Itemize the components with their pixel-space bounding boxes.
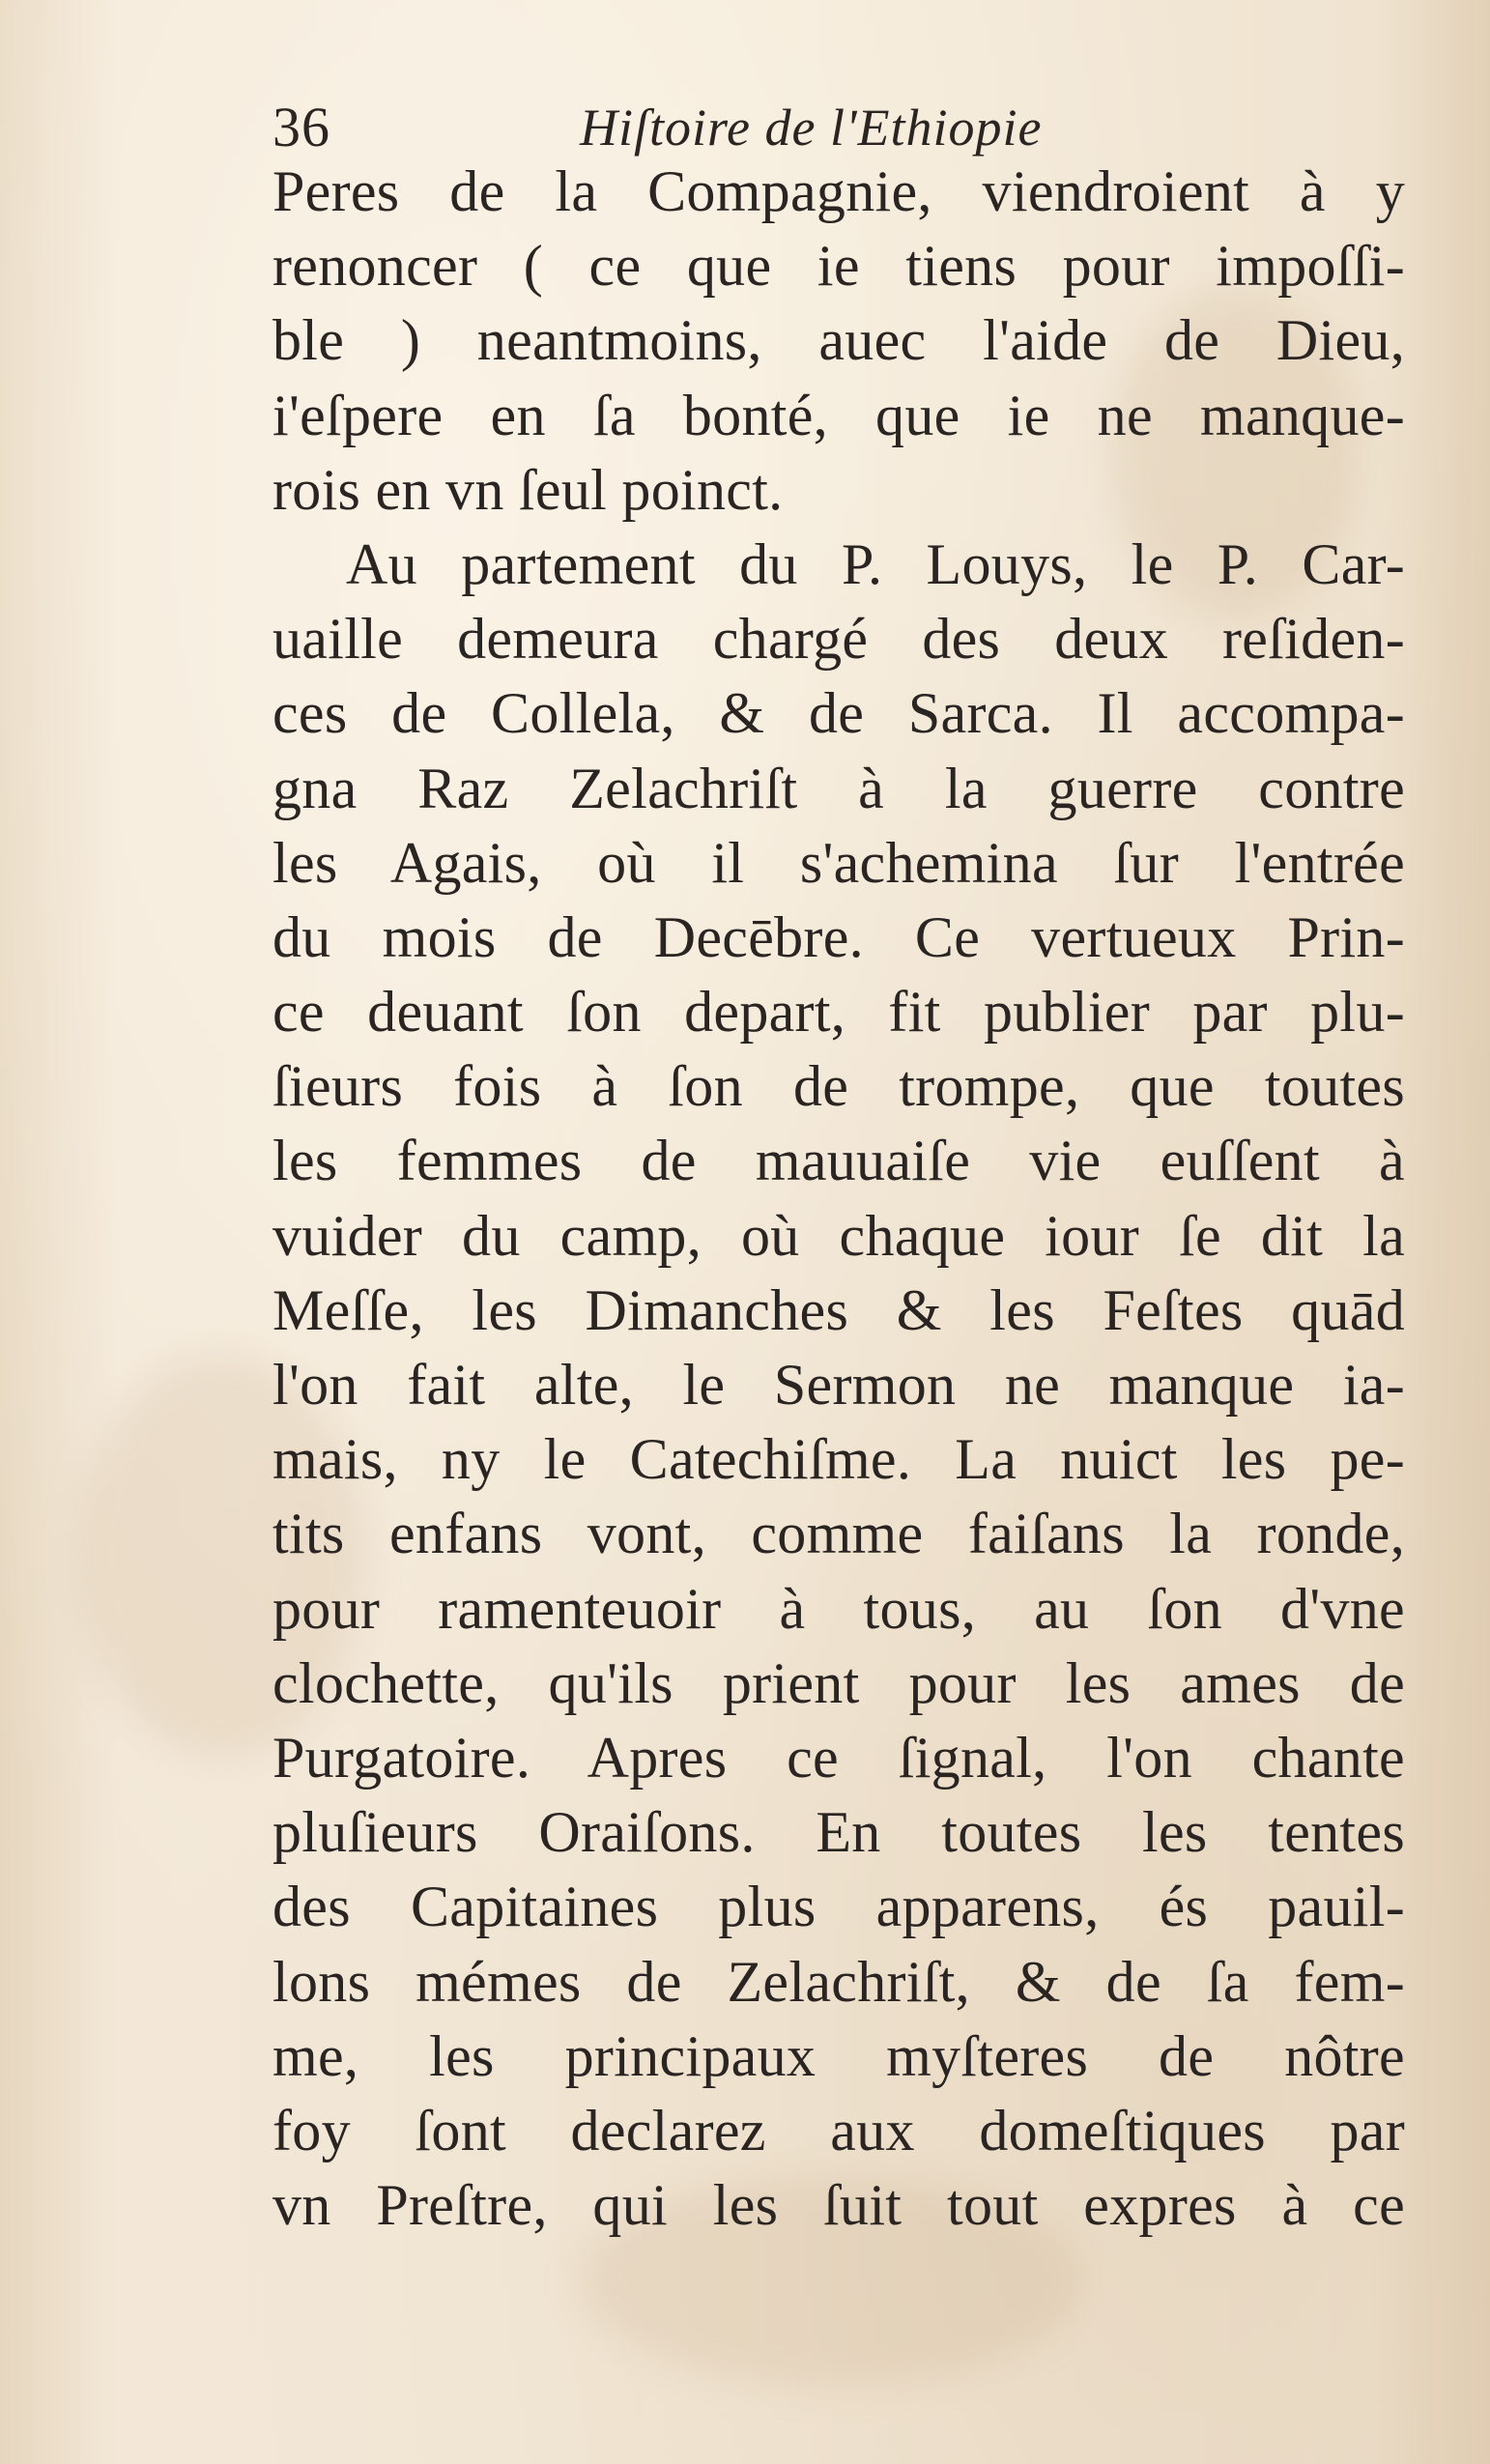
- text-line: gna Raz Zelachriſt à la guerre contre: [272, 756, 1405, 820]
- text-line: tits enfans vont, comme faiſans la ronde,: [272, 1502, 1405, 1566]
- text-line: pluſieurs Oraiſons. En toutes les tentes: [272, 1800, 1405, 1865]
- running-title: Hiſtoire de l'Ethiopie: [580, 99, 1043, 157]
- text-line: ces de Collela, & de Sarca. Il accompa-: [272, 681, 1405, 746]
- text-line: lons mémes de Zelachriſt, & de ſa fem-: [272, 1949, 1405, 2014]
- text-line: me, les principaux myſteres de nôtre: [272, 2023, 1405, 2088]
- text-line: l'on fait alte, le Sermon ne manque ia-: [272, 1353, 1405, 1417]
- text-line: ce deuant ſon depart, fit publier par plu-: [272, 980, 1405, 1045]
- text-line: ble ) neantmoins, auec l'aide de Dieu,: [272, 308, 1405, 373]
- text-line: Meſſe, les Dimanches & les Feſtes quād: [272, 1277, 1405, 1342]
- text-line: clochette, qu'ils prient pour les ames de: [272, 1650, 1405, 1715]
- text-line: du mois de Decēbre. Ce vertueux Prin-: [272, 904, 1405, 969]
- text-line: des Capitaines plus apparens, és pauil-: [272, 1875, 1405, 1939]
- text-line: foy ſont declarez aux domeſtiques par: [272, 2098, 1405, 2163]
- text-line: pour ramenteuoir à tous, au ſon d'vne: [272, 1576, 1405, 1641]
- text-line: Au partement du P. Louys, le P. Car-: [346, 531, 1405, 596]
- text-line: Peres de la Compagnie, viendroient à y: [272, 159, 1405, 223]
- text-line: i'eſpere en ſa bonté, que ie ne manque-: [272, 383, 1405, 447]
- text-line: mais, ny le Catechiſme. La nuict les pe-: [272, 1427, 1405, 1492]
- text-line: les femmes de mauuaiſe vie euſſent à: [272, 1129, 1405, 1193]
- body-text: [272, 155, 1405, 2243]
- text-line: ſieurs fois à ſon de trompe, que toutes: [272, 1054, 1405, 1119]
- page-number: 36: [272, 96, 330, 158]
- text-line: vuider du camp, où chaque iour ſe dit la: [272, 1203, 1405, 1268]
- text-line: les Agais, où il s'achemina ſur l'entrée: [272, 830, 1405, 895]
- text-line: vn Preſtre, qui les ſuit tout expres à ce: [272, 2173, 1405, 2238]
- text-line: renoncer ( ce que ie tiens pour impoſſi-: [272, 234, 1405, 299]
- text-line: uaille demeura chargé des deux reſiden-: [272, 607, 1405, 672]
- text-line: rois en vn ſeul poinct.: [272, 457, 784, 522]
- text-line: Purgatoire. Apres ce ſignal, l'on chante: [272, 1725, 1405, 1790]
